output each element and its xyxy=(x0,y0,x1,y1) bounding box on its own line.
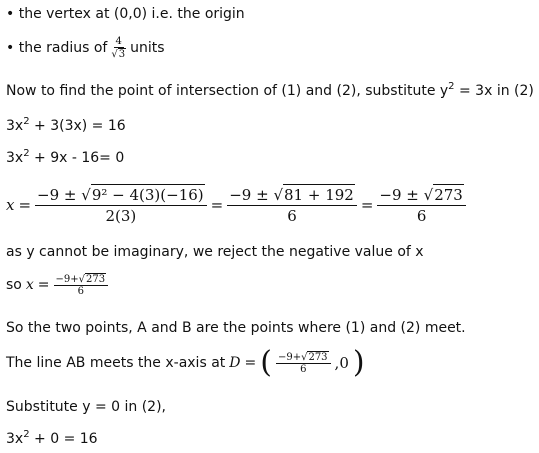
substitute-text: Substitute y = 0 in (2), xyxy=(6,399,167,415)
so-x-line: so x = −9+ √ 273 6 xyxy=(6,273,108,297)
sqrt-icon: √ xyxy=(301,352,308,363)
radius-numerator: 4 xyxy=(115,36,122,47)
bullet-radius xyxy=(6,36,165,60)
sqrt-icon: √ xyxy=(423,186,434,204)
so-fraction: −9+ √ 273 6 xyxy=(54,273,109,297)
ab-line-text: The line AB meets the x-axis at D = ( −9+ √ 273 6 ,0 ) xyxy=(6,345,365,380)
equation-2: $3x^2 + 9x - 16= 0$ xyxy=(6,148,125,166)
sqrt-icon: √ xyxy=(273,186,283,204)
radius-denominator: √ 3 xyxy=(111,49,126,60)
sqrt-icon: √ xyxy=(81,186,91,204)
left-paren: ( xyxy=(260,345,272,380)
radius-fraction xyxy=(109,36,128,60)
sqrt-icon: √ xyxy=(111,49,118,60)
quadratic-solution: x = −9 ± √ 9² − 4(3)(−16) 2(3) = −9 ± √ 81 + 192 6 = −9 ± √ 273 6 xyxy=(6,184,466,226)
imaginary-text: as y cannot be imaginary, we reject the negative value of x xyxy=(6,244,424,260)
equation-3: $3x^2 + 0 = 16$ xyxy=(6,429,98,447)
two-points-text: So the two points, A and B are the points where (1) and (2) meet. xyxy=(6,320,466,336)
right-paren: ) xyxy=(352,345,365,380)
fraction-3: −9 ± √ 273 6 xyxy=(377,184,465,226)
fraction-2: −9 ± √ 81 + 192 6 xyxy=(227,184,357,226)
bullet-radius-suffix: units xyxy=(130,40,165,56)
sqrt-icon: √ xyxy=(78,274,85,285)
fraction-1: −9 ± √ 9² − 4(3)(−16) 2(3) xyxy=(35,184,207,226)
ab-fraction: −9+ √ 273 6 xyxy=(276,351,331,375)
bullet-radius-prefix: • the radius of xyxy=(6,40,108,56)
intro-text: Now to find the point of intersection of (1) and (2), substitute $y^2 = 3x$ in (2) xyxy=(6,81,534,99)
equation-1: $3x^2 + 3(3x) = 16$ xyxy=(6,116,126,134)
bullet-vertex: • the vertex at (0,0) i.e. the origin xyxy=(6,6,245,22)
